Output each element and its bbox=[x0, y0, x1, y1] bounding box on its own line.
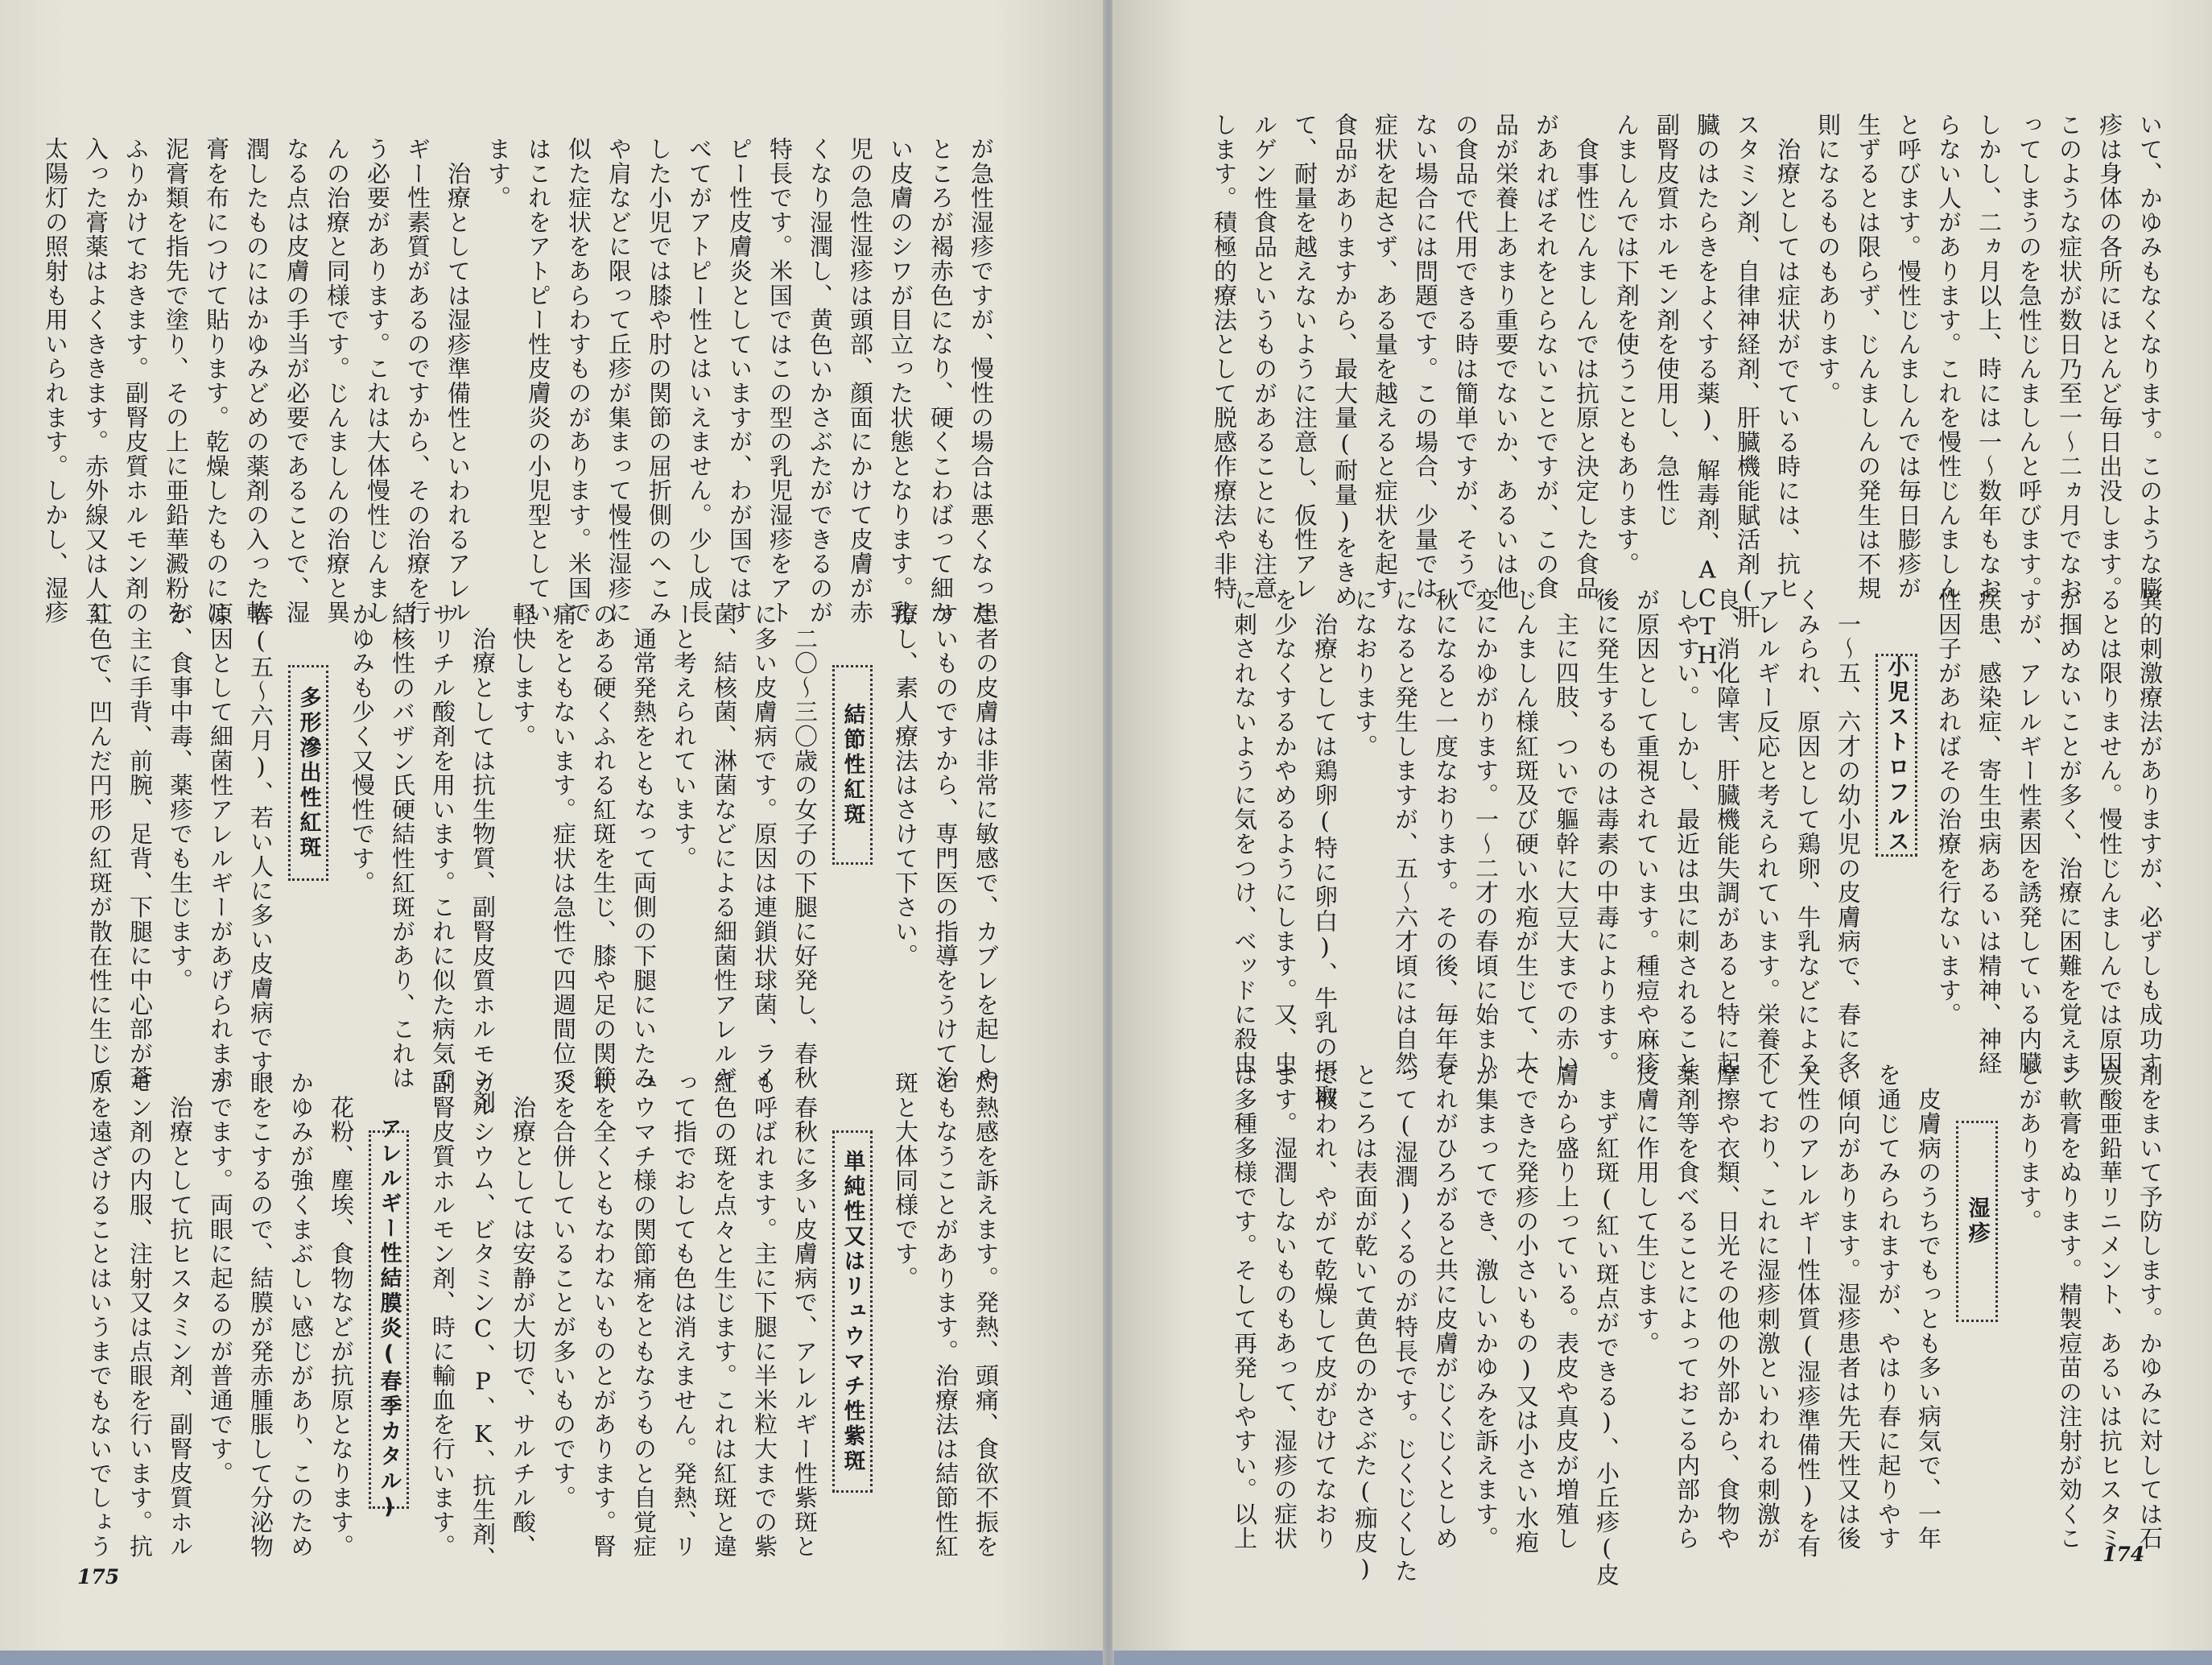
heading-allergy-ketsumakuen: アレルギー性結膜炎(春季カタル) bbox=[369, 1130, 409, 1509]
heading-takei-shinshutsusei-kohan: 多形滲出性紅斑 bbox=[288, 665, 328, 881]
page-175 bbox=[0, 0, 1104, 1651]
heading-shisshin: 湿疹 bbox=[1956, 1121, 1998, 1322]
heading-shoni-strophulus: 小児ストロフルス bbox=[1876, 654, 1917, 857]
heading-kessetsu-seikohan: 結節性紅斑 bbox=[832, 665, 873, 865]
left-lower-text-a: 灼熱感を訴えます。発熱、頭痛、食欲不振を ともなうことがあります。治療法は結節性紅 斑と大体同様です。 bbox=[892, 1071, 1000, 1559]
heading-junsei-shihan: 単純性又はリュウマチ性紫斑 bbox=[832, 1130, 873, 1493]
left-upper-text: が急性湿疹ですが、慢性の場合は悪くなった ところが褐赤色になり、硬くこわばって細か い皮膚のシワが目立った状態となります。乳 児の急性湿疹は頭部、顔面にかけて皮膚が赤 くなり湿潤し、黄色いかさぶたができるのが 特長です。米国ではこの型の乳児湿疹をアト ピー性皮膚炎としていますが、わが国ではす べてがアトピー性とはいえません。少し成長 した小児では膝や肘の関節の屈折側のへこみ や肩などに限って丘疹が集まって慢性湿疹に 似た症状をあらわすものがあります。米国で はこれをアトピー性皮膚炎の小児型としてい ます。 治療としては湿疹準備性といわれるアレル ギー性素質があるのですから、その治療を行 う必要があります。これは大体慢性じんまし んの治療と同様です。じんましんの治療と異 なる点は皮膚の手当が必要であることで、湿 潤したものにはかゆみどめの薬剤の入った軟 膏を布につけて貼ります。乾燥したものには 泥膏類を指先で塗り、その上に亜鉛華澱粉を ふりかけておきます。副腎皮質ホルモン剤の 入った膏薬はよくききます。赤外線又は人工 太陽灯の照射も用いられます。しかし、湿疹 bbox=[42, 137, 995, 625]
left-middle-text-a: 患者の皮膚は非常に敏感で、カブレを起しや すいものですから、専門医の指導をうけて治 療し、素人療法はさけて下さい。 bbox=[892, 602, 1000, 1090]
page-number-left: 175 bbox=[77, 1565, 120, 1589]
page-174 bbox=[1112, 0, 2212, 1651]
left-lower-text-c: 花粉、塵埃、食物などが抗原となります。 かゆみが強くまぶしい感じがあり、このため 眼をこするので、結膜が発赤腫脹して分泌物 がでます。両眼に起るのが普通です。 治療として抗ヒスタミン剤、副腎皮質ホル モン剤の内服、注射又は点眼を行います。抗 原を遠ざけることはいうまでもないでしょう bbox=[86, 1071, 355, 1559]
right-lower-text-a: 剤をまいて予防します。かゆみに対しては石 炭酸亜鉛華リニメント、あるいは抗ヒスタミ ン軟膏をぬります。精製痘苗の注射が効くこ とがあります。 bbox=[2016, 1063, 2164, 1551]
right-upper-text: いて、かゆみもなくなります。このような膨 疹は身体の各所にほとんど毎日出没します。 このような症状が数日乃至一～二ヵ月でなお ってしまうのを急性じんましんと呼びます。 しかし、二ヵ月以上、時には一～数年もなお らない人があります。これを慢性じんましん と呼びます。慢性じんましんでは毎日膨疹が 生ずるとは限らず、じんましんの発生は不規 則になるものもあります。 治療としては症状がでている時には、抗ヒ スタミン剤、自律神経剤、肝臓機能賦活剤(肝 臓のはたらきをよくする薬)、解毒剤、ACTH、 副腎皮質ホルモン剤を使用し、急性じ んましんでは下剤を使うこともあります。 食事性じんましんでは抗原と決定した食品 があればそれをとらないことですが、この食 品が栄養上あまり重要でないか、あるいは他 の食品で代用できる時は簡単ですが、そうで ない場合には問題です。この場合、少量では 症状を起さず、ある量を越えると症状を起す 食品がありますから、最大量(耐量)をきめ て、耐量を越えないように注意し、仮性アレ ルゲン性食品というものがあることにも注意 します。積極的療法として脱感作療法や非特 bbox=[1211, 113, 2164, 694]
left-middle-text-b: 二〇～三〇歳の女子の下腿に好発し、春秋 に多い皮膚病です。原因は連鎖状球菌、ライ 菌、結核菌、淋菌などによる細菌性アレルギ ーと考えられています。 通常発熱をともなって両側の下腿にいたみ のある硬くふれる紅斑を生じ、膝や足の関節 痛をともないます。症状は急性で四週間位で 軽快します。 治療としては抗生物質、副腎皮質ホルモン剤 サリチル酸剤を用います。これに似た病気で 結核性のバザン氏硬結性紅斑があり、これは かゆみも少く又慢性です。 bbox=[349, 602, 819, 1115]
left-middle-text-c: 春(五～六月)、若い人に多い皮膚病です。 原因として細菌性アレルギーがあげられます が、食事中毒、薬疹でも生じます。 主に手背、前腕、足背、下腿に中心部が蒼 紅色で、凹んだ円形の紅斑が散在性に生じて bbox=[86, 602, 274, 1098]
right-lower-text-b: 皮膚病のうちでもっとも多い病気で、一年 を通じてみられますが、やはり春に起りやす い傾向があります。湿疹患者は先天性又は後 天性のアレルギー性体質(湿疹準備性)を有 しており、これに湿疹刺激といわれる刺激が 摩擦や衣類、日光その他の外部から、食物や 薬剤等を食べることによっておこる内部から 皮膚に作用して生じます。 まず紅斑(紅い斑点ができる)、小丘疹(皮 膚から盛り上っている。表皮や真皮が増殖し てできた発疹の小さいもの)又は小さい水疱 が集まってでき、激しいかゆみを訴えます。 それがひろがると共に皮膚がじくじくとしめ って(湿潤)くるのが特長です。じくじくした ところは表面が乾いて黄色のかさぶた(痂皮) で被われ、やがて乾燥して皮がむけてなおり ます。湿潤しないものもあって、湿疹の症状 は多種多様です。そして再発しやすい。以上 bbox=[1231, 1063, 1942, 1588]
left-lower-text-b: 春秋に多い皮膚病で、アレルギー性紫斑と も呼ばれます。主に下腿に半米粒大までの紫 紅色の斑を点々と生じます。これは紅斑と違 って指でおしても色は消えません。発熱、リ ュウマチ様の関節痛をともなうものと自覚症 状を全くともなわないものとがあります。腎 炎を合併していることが多いものです。 治療としては安静が大切で、サルチル酸、 カルシウム、ビタミンC、P、K、抗生剤、 副腎皮質ホルモン剤、時に輸血を行います。 bbox=[429, 1071, 819, 1571]
right-middle-text-a: 異的刺激療法がありますが、必ずしも成功す るとは限りません。慢性じんましんでは原因 が掴めないことが多く、治療に困難を覚えま すが、アレルギー性素因を誘発している内臓 疾患、感染症、寄生虫病あるいは精神、神経 性因子があればその治療を行ないます。 bbox=[1935, 588, 2164, 1076]
right-middle-text-b: 一～五、六才の幼小児の皮膚病で、春に多 くみられ、原因として鶏卵、牛乳などによる アレルギー反応と考えられています。栄養不 良、消化障害、肝臓機能失調があると特に起 しやすい。しかし、最近は虫に刺されること が原因として重視されています。種痘や麻疹 後に発生するものは毒素の中毒によります。 主に四肢、ついで軀幹に大豆大までの赤い じんましん様紅斑及び硬い水疱が生じて、大 変にかゆがります。一～二才の春頃に始まり 秋になると一度なおります。その後、毎年春 になると発生しますが、五～六才頃には自然 になおります。 治療としては鶏卵(特に卵白)、牛乳の摂取 を少なくするかやめるようにします。又、虫 に刺されないように気をつけ、ベッドに殺虫 bbox=[1231, 588, 1862, 1109]
page-number-right: 174 bbox=[2103, 1543, 2145, 1566]
